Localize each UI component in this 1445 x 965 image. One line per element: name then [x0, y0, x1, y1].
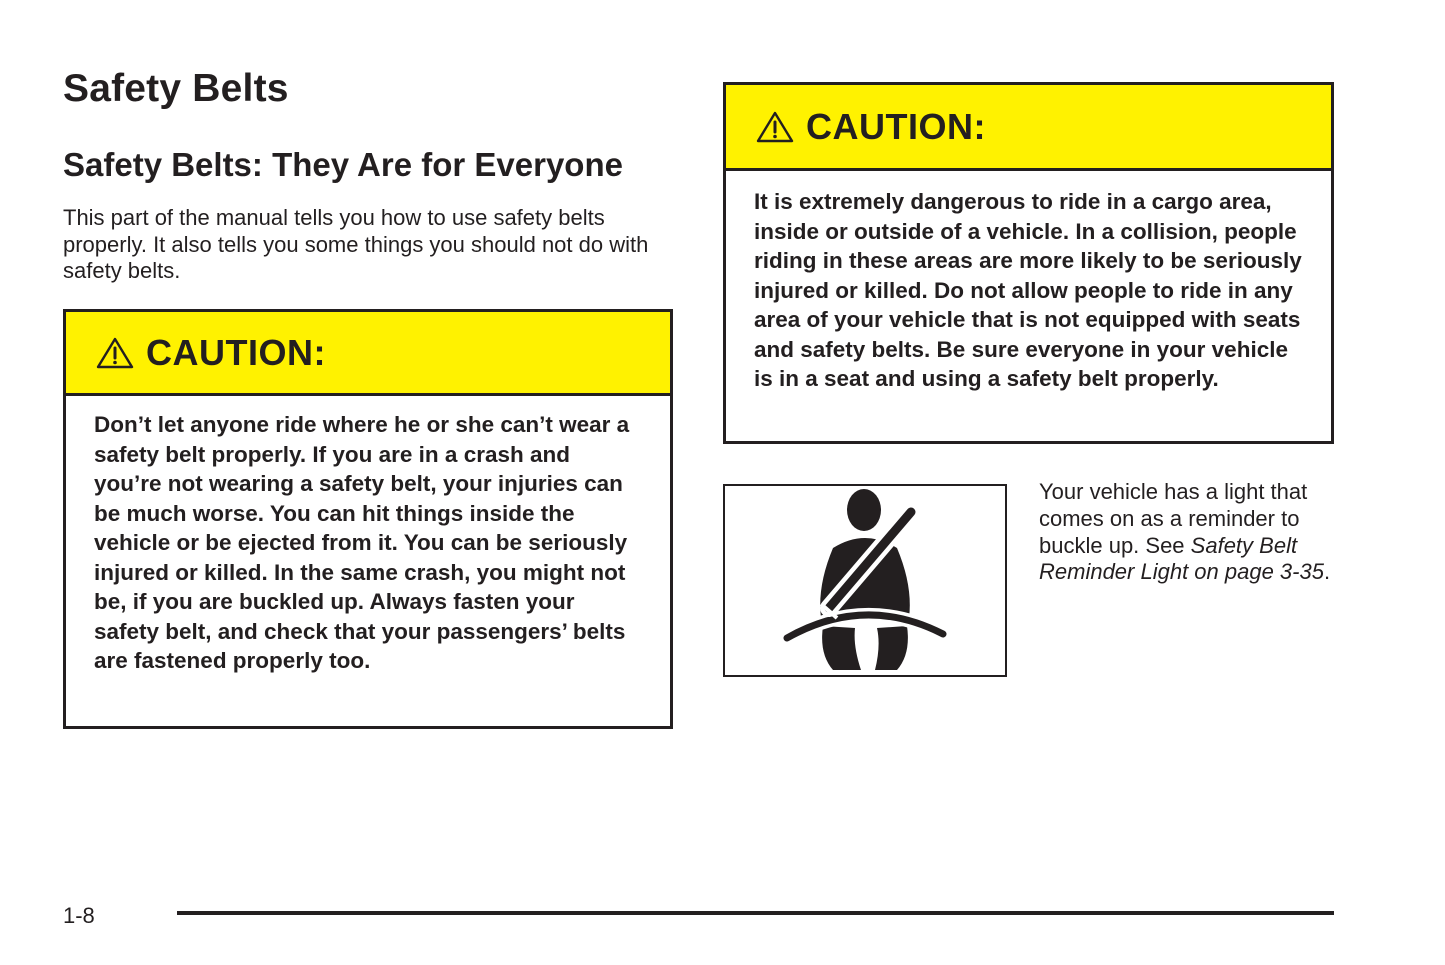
- reminder-text-end: .: [1323, 559, 1331, 585]
- reminder-paragraph: [1039, 479, 1339, 586]
- page-number: 1-8: [63, 903, 95, 928]
- caution-label: CAUTION:: [146, 331, 326, 373]
- warning-triangle-icon: [96, 337, 134, 369]
- caution-body: Don’t let anyone ride where he or she can’t wear a safety belt properly. If you are in a crash and you’re not wearing a safety belt, your injuries can be much worse. You can hit things inside the vehicle or be ejected from it. You can be seriously injured or killed. In the same crash, you might not be, if you are buckled up. Always fasten your safety belt, and check that your passengers’ belts are fastened properly too.: [94, 412, 630, 673]
- reminder-text: Your vehicle has a light that comes on as a reminder to buckle up. See: [1039, 479, 1308, 558]
- page-title: Safety Belts: [63, 67, 289, 110]
- caution-header: [66, 312, 670, 396]
- caution-box-right: [723, 82, 1334, 444]
- footer-rule: [177, 911, 1334, 915]
- seatbelt-reminder-figure: [723, 484, 1007, 677]
- section-title: Safety Belts: They Are for Everyone: [63, 146, 623, 183]
- seatbelt-reminder-icon: [725, 486, 1005, 675]
- warning-triangle-icon: [756, 111, 794, 143]
- intro-paragraph: This part of the manual tells you how to use safety belts properly. It also tells you some things you should not do with safety belts.: [63, 205, 649, 284]
- caution-label: CAUTION:: [806, 105, 986, 147]
- caution-header: [726, 85, 1331, 171]
- caution-box-left: [63, 309, 673, 729]
- caution-body: It is extremely dangerous to ride in a cargo area, inside or outside of a vehicle. In a collision, people riding in these areas are more likely to be seriously injured or killed. Do not allow people to ride in any area of your vehicle that is not equipped with seats and safety belts. Be sure everyone in your vehicle is in a seat and using a safety belt properly.: [754, 189, 1302, 391]
- reminder-reference-link[interactable]: Safety Belt Reminder Light on page 3-35: [1039, 532, 1324, 585]
